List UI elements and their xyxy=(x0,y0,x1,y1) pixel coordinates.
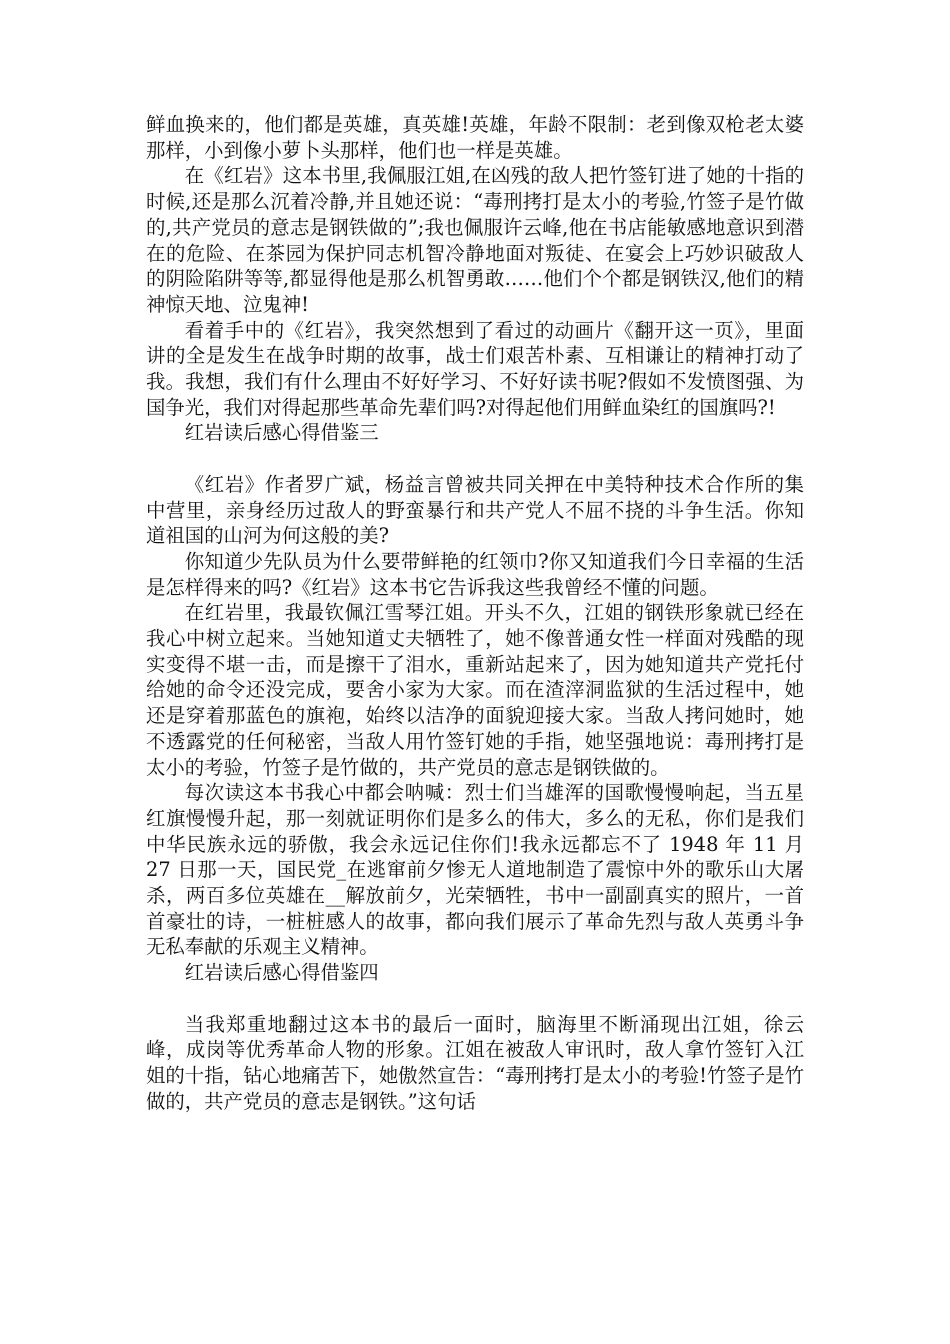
blank-line xyxy=(146,446,804,472)
paragraph-red-scarf: 你知道少先队员为什么要带鲜艳的红领巾?你又知道我们今日幸福的生活是怎样得来的吗?《红岩》这本书它告诉我这些我曾经不懂的问题。 xyxy=(146,549,804,599)
paragraph-authors: 《红岩》作者罗广斌，杨益言曾被共同关押在中美特种技术合作所的集中营里，亲身经历过敌人的野蛮暴行和共产党人不屈不挠的斗争生活。你知道祖国的山河为何这般的美? xyxy=(146,472,804,548)
paragraph-last-page: 当我郑重地翻过这本书的最后一面时，脑海里不断涌现出江姐，徐云峰，成岗等优秀革命人物的形象。江姐在被敌人审讯时，敌人拿竹签钉入江姐的十指，钻心地痛苦下，她傲然宣告：“毒刑拷打是太小的考验!竹签子是竹做的，共产党员的意志是钢铁。”这句话 xyxy=(146,1012,804,1113)
paragraph-martyrs: 每次读这本书我心中都会呐喊：烈士们当雄浑的国歌慢慢响起，当五星红旗慢慢升起，那一刻就证明你们是多么的伟大，多么的无私，你们是我们中华民族永远的骄傲，我会永远记住你们!我永远都忘不了 1948 年 11 月 27 日那一天，国民党_在逃窜前夕惨无人道地制造了震惊中外的歌乐山大屠杀，两百多位英雄在__解放前夕，光荣牺牲，书中一副副真实的照片，一首首豪壮的诗，一桩桩感人的故事，都向我们展示了革命先烈与敌人英勇斗争无私奉献的乐观主义精神。 xyxy=(146,781,804,959)
paragraph-continued: 鲜血换来的，他们都是英雄，真英雄!英雄，年龄不限制：老到像双枪老太婆那样，小到像小萝卜头那样，他们也一样是英雄。 xyxy=(146,113,804,162)
section-heading-four: 红岩读后感心得借鉴四 xyxy=(184,961,379,985)
document-page xyxy=(146,112,804,1114)
paragraph-cartoon-reflection: 看着手中的《红岩》，我突然想到了看过的动画片《翻开这一页》，里面讲的全是发生在战争时期的故事，战士们艰苦朴素、互相谦让的精神打动了我。我想，我们有什么理由不好好学习、不好好读书呢?假如不发愤图强、为国争光，我们对得起那些革命先辈们吗?对得起他们用鲜血染红的国旗吗?! xyxy=(146,318,804,419)
section-heading-three: 红岩读后感心得借鉴三 xyxy=(184,421,379,445)
paragraph-admire-jiang-jie: 在红岩里，我最钦佩江雪琴江姐。开头不久，江姐的钢铁形象就已经在我心中树立起来。当她知道丈夫牺牲了，她不像普通女性一样面对残酷的现实变得不堪一击，而是擦干了泪水，重新站起来了，因为她知道共产党托付给她的命令还没完成，要舍小家为大家。而在渣滓洞监狱的生活过程中，她还是穿着那蓝色的旗袍，始终以洁净的面貌迎接大家。当敌人拷问她时，她不透露党的任何秘密，当敌人用竹签钉她的手指，她坚强地说：毒刑拷打是太小的考验，竹签子是竹做的，共产党员的意志是钢铁做的。 xyxy=(146,601,804,779)
paragraph-jiang-jie-xu-yunfeng: 在《红岩》这本书里,我佩服江姐,在凶残的敌人把竹签钉进了她的十指的时候,还是那么沉着冷静,并且她还说：“毒刑拷打是太小的考验,竹签子是竹做的,共产党员的意志是钢铁做的”;我也佩服许云峰,他在书店能敏感地意识到潜在的危险、在茶园为保护同志机智冷静地面对叛徒、在宴会上巧妙识破敌人的阴险陷阱等等,都显得他是那么机智勇敢……他们个个都是钢铁汉,他们的精神惊天地、泣鬼神! xyxy=(146,164,804,316)
blank-line xyxy=(146,986,804,1012)
